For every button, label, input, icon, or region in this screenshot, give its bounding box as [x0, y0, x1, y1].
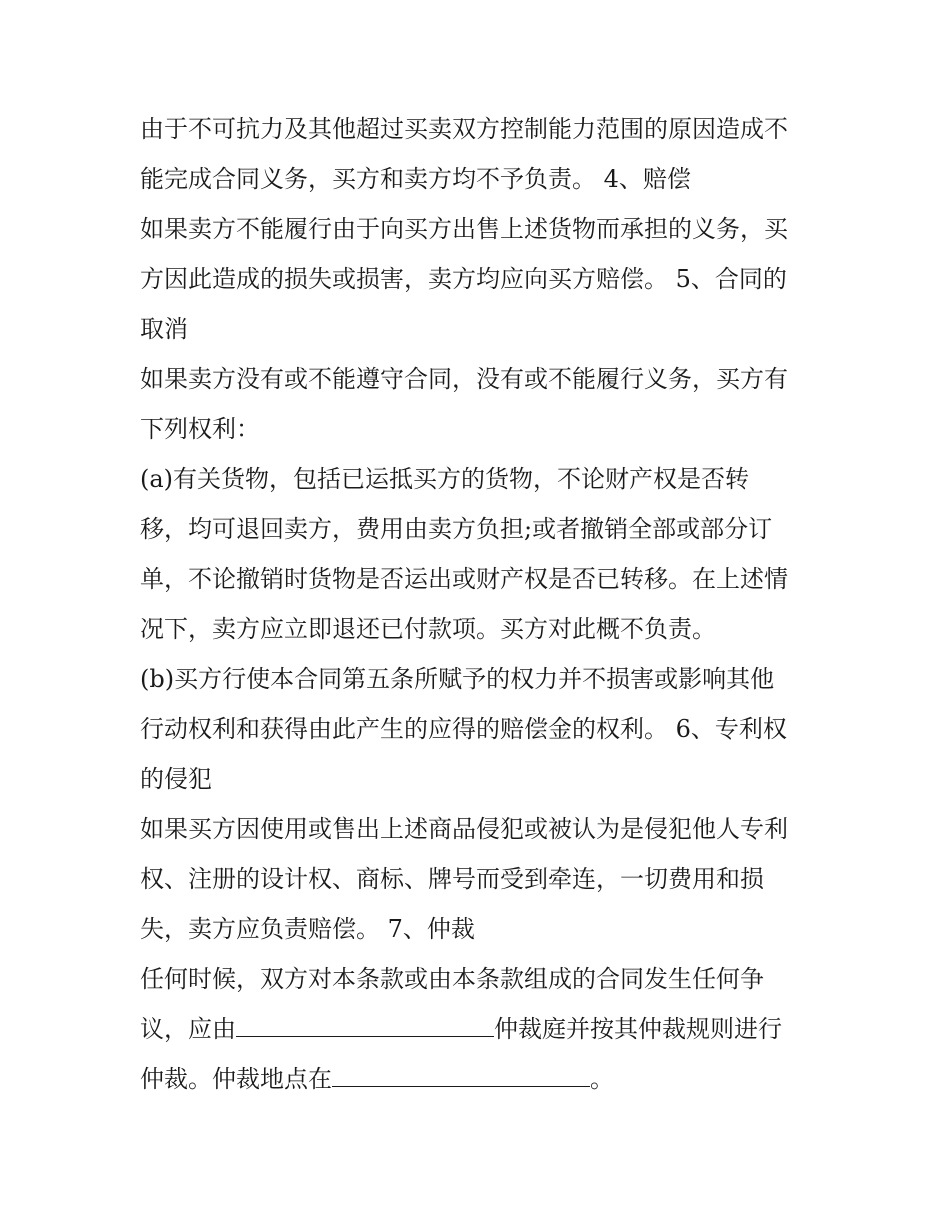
text-line: 权、注册的设计权、商标、牌号而受到牵连，一切费用和损 — [140, 865, 764, 893]
text-line: 的侵犯 — [140, 765, 212, 793]
text-line: (a)有关货物，包括已运抵买方的货物，不论财产权是否转 — [140, 465, 750, 493]
arbitration-tribunal-blank — [236, 1006, 494, 1037]
text-line: 况下，卖方应立即退还已付款项。买方对此概不负责。 — [140, 615, 716, 643]
text-line: 如果买方因使用或售出上述商品侵犯或被认为是侵犯他人专利 — [140, 815, 788, 843]
text-segment: 仲裁庭并按其仲裁规则进行 — [494, 1015, 782, 1043]
text-segment: 议，应由 — [140, 1015, 236, 1043]
text-line: 单，不论撤销时货物是否运出或财产权是否已转移。在上述情 — [140, 565, 788, 593]
text-line: (b)买方行使本合同第五条所赋予的权力并不损害或影响其他 — [140, 665, 775, 693]
text-line: 能完成合同义务，买方和卖方均不予负责。 4、赔偿 — [140, 165, 691, 193]
text-segment: 。 — [590, 1065, 614, 1093]
text-line: 失，卖方应负责赔偿。 7、仲裁 — [140, 915, 475, 943]
text-segment: 仲裁。仲裁地点在 — [140, 1065, 332, 1093]
text-line: 下列权利： — [140, 415, 260, 443]
text-line: 如果卖方不能履行由于向买方出售上述货物而承担的义务，买 — [140, 215, 788, 243]
text-line: 取消 — [140, 315, 188, 343]
arbitration-place-line — [140, 1054, 820, 1104]
text-line: 由于不可抗力及其他超过买卖双方控制能力范围的原因造成不 — [140, 115, 788, 143]
arbitration-place-blank — [332, 1056, 590, 1087]
text-line: 方因此造成的损失或损害，卖方均应向买方赔偿。 5、合同的 — [140, 265, 787, 293]
text-line: 如果卖方没有或不能遵守合同，没有或不能履行义务，买方有 — [140, 365, 788, 393]
text-line: 移，均可退回卖方，费用由卖方负担;或者撤销全部或部分订 — [140, 515, 773, 543]
text-line: 行动权利和获得由此产生的应得的赔偿金的权利。 6、专利权 — [140, 715, 787, 743]
contract-text — [140, 104, 820, 1104]
arbitration-tribunal-line — [140, 1004, 820, 1054]
text-line: 任何时候，双方对本条款或由本条款组成的合同发生任何争 — [140, 965, 764, 993]
